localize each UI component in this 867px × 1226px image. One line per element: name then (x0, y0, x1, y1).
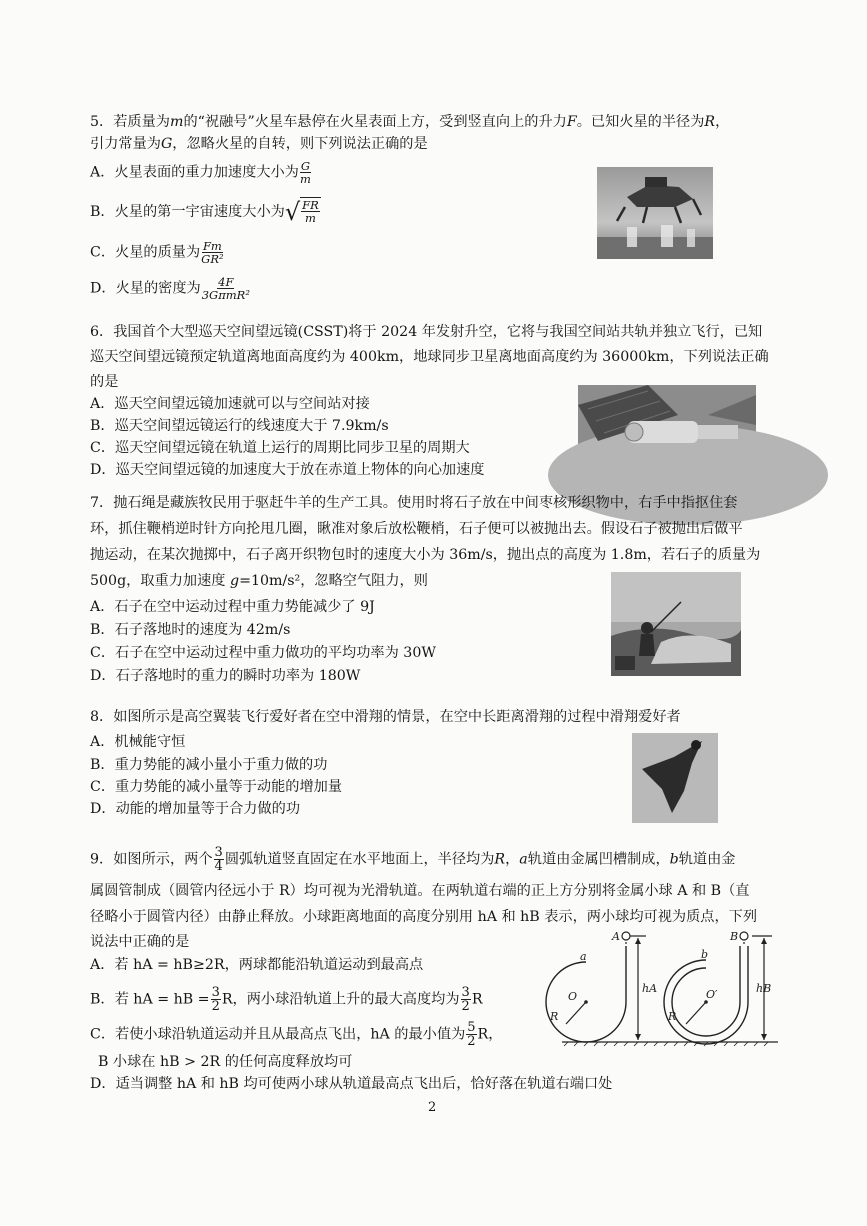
height-ha-label: hA (642, 982, 658, 995)
q5-option-c (90, 240, 225, 265)
denominator: m (300, 172, 311, 186)
q6-stem-line2: 巡天空间望远镜预定轨道离地面高度约为 400km，地球同步卫星离地面高度约为 36000km，下列说法正确 (90, 349, 769, 365)
q9-stem-line2: 属圆管制成（圆管内径远小于 R）均可视为光滑轨道。在两轨道右端的正上方分别将金属小球 A 和 B（直 (90, 883, 750, 899)
q8-option-b: B．重力势能的减小量小于重力做的功 (90, 757, 328, 773)
q9-three-quarter-fraction (214, 846, 224, 873)
q5-var-R: R (704, 114, 716, 130)
q9-option-c-line2: B 小球在 hB > 2R 的任何高度释放均可 (98, 1054, 353, 1070)
denominator: 2 (211, 999, 220, 1014)
q7-var-g: g (230, 573, 240, 589)
q5-option-c-text: C．火星的质量为 (90, 244, 201, 261)
q9-option-c-text: C．若使小球沿轨道运动并且从最高点飞出，hA 的最小值为 (90, 1026, 466, 1043)
q5-var-F: F (566, 114, 577, 130)
q9-var-R: R (494, 851, 506, 868)
q7-option-c: C．石子在空中运动过程中重力做功的平均功率为 30W (90, 645, 436, 661)
q9-stem-line3: 径略小于圆管内径）由静止释放。小球距离地面的高度分别用 hA 和 hB 表示，两小球均可视为质点，下列 (90, 909, 758, 925)
q9-stem-line1 (90, 846, 736, 873)
denominator: 2 (461, 999, 470, 1014)
q8-stem-line1: 8．如图所示是高空翼装飞行爱好者在空中滑翔的情景，在空中长距离滑翔的过程中滑翔爱好者 (90, 709, 681, 725)
ball-a-label: A (612, 930, 620, 943)
q5-option-a (90, 160, 312, 185)
q8-option-a: A．机械能守恒 (90, 734, 186, 750)
numerator: 3 (461, 985, 470, 1000)
q5-option-d (90, 276, 251, 301)
space-telescope-photo (578, 385, 756, 461)
ball-b-label: B (730, 930, 739, 943)
q9-option-b-text: R，两小球沿轨道上升的最大高度均为 (221, 991, 460, 1008)
q9-text: 轨道由金属凹槽制成， (527, 851, 670, 868)
q9-option-d: D．适当调整 hA 和 hB 均可使两小球从轨道最高点飞出后，恰好落在轨道右端口处 (90, 1076, 613, 1092)
q5-option-b-fraction (301, 199, 320, 224)
center-o-prime-label: O′ (706, 988, 718, 1001)
q5-stem-line2 (90, 134, 428, 154)
q7-stem-line4 (90, 571, 428, 591)
q6-option-b: B．巡天空间望远镜运行的线速度大于 7.9km/s (90, 418, 389, 434)
radius-r-label-a: R (550, 1010, 559, 1023)
q7-option-a: A．石子在空中运动过程中重力势能减少了 9J (90, 599, 375, 615)
q6-option-d: D．巡天空间望远镜的加速度大于放在赤道上物体的向心加速度 (90, 462, 485, 478)
q5-var-m: m (169, 114, 184, 130)
sling-throwing-photo (611, 572, 741, 676)
q5-option-b-sqrt: √ $\frac{FR}{m}$ (284, 198, 319, 226)
q9-var-b: b (669, 851, 679, 868)
q9-option-b-fraction-1 (211, 986, 221, 1013)
q6-option-c: C．巡天空间望远镜在轨道上运行的周期比同步卫星的周期大 (90, 440, 470, 456)
height-hb-label: hB (756, 982, 772, 995)
q5-option-a-text: A．火星表面的重力加速度大小为 (90, 164, 299, 181)
wingsuit-flyer-photo (632, 733, 718, 823)
q7-option-d: D．石子落地时的重力的瞬时功率为 180W (90, 668, 361, 684)
q7-option-b: B．石子落地时的速度为 42m/s (90, 622, 291, 638)
q5-text: ， (715, 114, 730, 130)
numerator: 5 (467, 1020, 476, 1035)
q7-text: =10m/s²，忽略空气阻力，则 (239, 573, 428, 589)
q5-text: 。已知火星的半径为 (576, 114, 705, 130)
q9-track-figure (550, 926, 780, 1058)
denominator: 2 (467, 1034, 476, 1049)
q9-var-a: a (519, 851, 528, 868)
q5-text: 的“祝融号”火星车悬停在火星表面上方，受到竖直向上的升力 (183, 114, 567, 130)
numerator: 3 (214, 845, 223, 860)
q5-text: ，忽略火星的自转，则下列说法正确的是 (172, 136, 428, 152)
denominator: m (305, 211, 316, 225)
q5-option-b (90, 197, 321, 227)
q9-text: 9．如图所示，两个 (90, 851, 213, 868)
radius-r-label-b: R (668, 1010, 677, 1023)
q9-option-c-text: R， (477, 1026, 503, 1043)
q5-option-d-fraction (202, 276, 250, 301)
q9-text: 圆弧轨道竖直固定在水平地面上，半径均为 (224, 851, 495, 868)
q9-stem-line4: 说法中正确的是 (90, 934, 190, 950)
q6-stem-line3: 的是 (90, 374, 119, 390)
mars-rover-photo (597, 167, 713, 259)
q6-option-a: A．巡天空间望远镜加速就可以与空间站对接 (90, 396, 370, 412)
q5-option-d-text: D．火星的密度为 (90, 280, 201, 297)
q9-option-b-fraction-2 (461, 986, 471, 1013)
q5-var-G: G (160, 136, 173, 152)
track-a-label: a (580, 950, 587, 963)
q5-option-b-text: B．火星的第一宇宙速度大小为 (90, 204, 285, 220)
numerator: FR (302, 198, 319, 212)
page-number: 2 (428, 1100, 437, 1115)
q9-text: ， (505, 851, 520, 868)
q7-stem-line2: 环，抓住鞭梢逆时针方向抡甩几圈，瞅准对象后放松鞭梢，石子便可以被抛出去。假设石子被抛出后做平 (90, 521, 743, 537)
q9-text: 轨道由金 (678, 851, 736, 868)
q9-option-c-fraction (466, 1021, 476, 1048)
q9-option-b-text: B．若 hA = hB = (90, 991, 210, 1008)
q5-text: 引力常量为 (90, 136, 161, 152)
center-o-label: O (568, 990, 578, 1003)
q9-option-b-text: R (471, 991, 483, 1008)
numerator: 4F (218, 275, 234, 289)
numerator: G (300, 159, 311, 173)
q7-stem-line3: 抛运动，在某次抛掷中，石子离开织物包时的速度大小为 36m/s，抛出点的高度为 1.8m，若石子的质量为 (90, 547, 761, 563)
q9-option-a: A．若 hA = hB≥2R，两球都能沿轨道运动到最高点 (90, 957, 424, 973)
q9-option-c (90, 1021, 502, 1048)
denominator: 3GπmR² (201, 288, 250, 302)
q8-option-d: D．动能的增加量等于合力做的功 (90, 801, 301, 817)
q7-stem-line1: 7．抛石绳是藏族牧民用于驱赶牛羊的生产工具。使用时将石子放在中间枣核形织物中，右手中指抠住套 (90, 495, 738, 511)
q5-option-a-fraction (300, 160, 311, 185)
track-b-label: b (701, 948, 709, 961)
q5-stem-line1 (90, 112, 729, 132)
denominator: GR² (201, 252, 224, 266)
q5-text: 5．若质量为 (90, 114, 170, 130)
q8-option-c: C．重力势能的减小量等于动能的增加量 (90, 779, 343, 795)
numerator: 3 (211, 985, 220, 1000)
q7-text: 500g，取重力加速度 (90, 573, 226, 589)
numerator: Fm (202, 239, 222, 253)
denominator: 4 (214, 859, 223, 874)
q6-stem-line1: 6．我国首个大型巡天空间望远镜(CSST)将于 2024 年发射升空，它将与我国空间站共轨并独立飞行，已知 (90, 324, 763, 340)
q5-option-c-fraction (201, 240, 223, 265)
q9-option-b (90, 986, 483, 1013)
